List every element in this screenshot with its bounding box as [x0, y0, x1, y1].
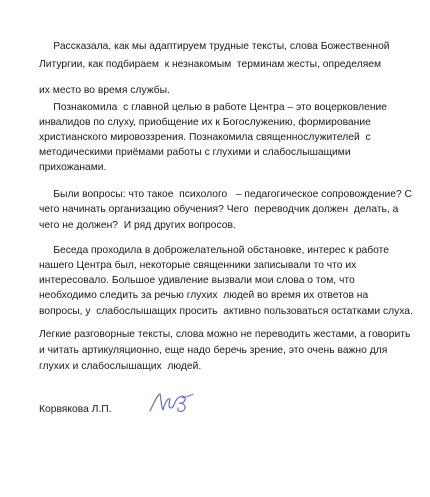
paragraph-2-line-3: христианского мировоззрения. Познакомила священнослужителей с: [39, 132, 371, 143]
paragraph-2-line-1: Познакомила с главной целью в работе Центра – это воцерковление: [39, 102, 388, 113]
paragraph-5-line-3: глухих и слабослышащих людей.: [39, 361, 202, 372]
signature-icon: [148, 390, 194, 416]
paragraph-2-line-4: методическими приёмами работы с глухими и слабослышащими: [39, 147, 351, 158]
paragraph-1-line-3: их место во время службы.: [39, 85, 170, 96]
paragraph-1-line-2: Литургии, как подбираем к незнакомым терминам жесты, определяем: [39, 59, 382, 70]
paragraph-4-line-2: нашего Центра был, некоторые священники записывали то что их: [39, 260, 357, 271]
paragraph-2-line-5: прихожанами.: [39, 162, 107, 173]
paragraph-4-line-4: необходимо следить за речью глухих людей во время их ответов на: [39, 290, 369, 301]
paragraph-4-line-3: интересовало. Большое удивление вызвали мои слова о том, что: [39, 275, 355, 286]
paragraph-5-line-1: Легкие разговорные тексты, слова можно не переводить жестами, а говорить: [39, 329, 411, 340]
paragraph-4-line-5: вопросы, у слабослышащих просить активно пользоваться остатками слуха.: [39, 306, 413, 317]
author-name: Корвякова Л.П.: [39, 404, 112, 415]
paragraph-3-line-2: чего начинать организацию обучения? Чего переводчик должен делать, а: [39, 204, 399, 215]
paragraph-2-line-2: инвалидов по слуху, приобщение их к Богослужению, формирование: [39, 117, 371, 128]
paragraph-3-line-1: Были вопросы: что такое психолого – педагогическое сопровождение? С: [39, 189, 412, 200]
paragraph-4-line-1: Беседа проходила в доброжелательной обстановке, интерес к работе: [39, 245, 390, 256]
paragraph-5-line-2: и читать артикуляционно, еще надо беречь зрение, это очень важно для: [39, 345, 388, 356]
paragraph-3-line-3: чего не должен? И ряд других вопросов.: [39, 220, 236, 231]
handwritten-signature: [148, 390, 194, 416]
paragraph-1-line-1: Рассказала, как мы адаптируем трудные тексты, слова Божественной: [39, 41, 390, 52]
